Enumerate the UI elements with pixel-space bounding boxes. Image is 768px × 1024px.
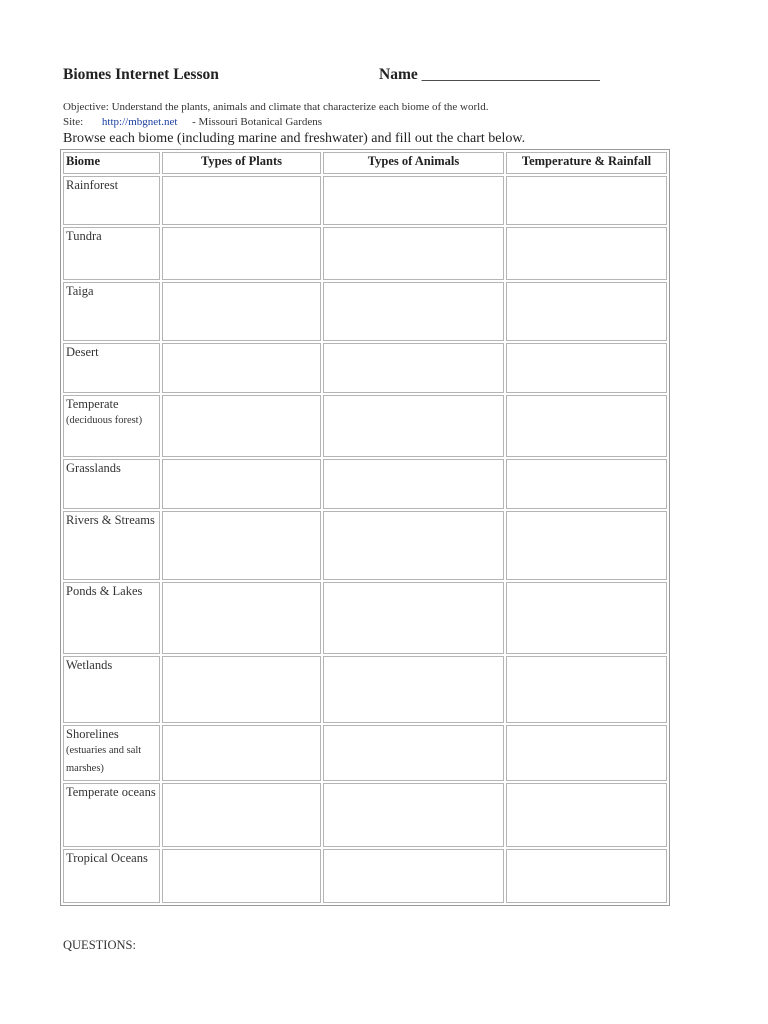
plants-cell[interactable] xyxy=(162,582,321,654)
biome-cell xyxy=(63,511,160,580)
biome-name: Temperate xyxy=(66,397,119,411)
plants-cell[interactable] xyxy=(162,395,321,457)
animals-cell[interactable] xyxy=(323,459,504,509)
table-row xyxy=(63,582,667,654)
objective-text: Objective: Understand the plants, animals and climate that characterize each biome of the world. xyxy=(63,101,489,113)
name-label xyxy=(379,66,600,84)
biome-cell xyxy=(63,656,160,723)
animals-cell[interactable] xyxy=(323,783,504,847)
biome-name: Ponds & Lakes xyxy=(66,584,143,598)
animals-cell[interactable] xyxy=(323,176,504,225)
temperature-rainfall-cell[interactable] xyxy=(506,395,667,457)
plants-cell[interactable] xyxy=(162,459,321,509)
plants-cell[interactable] xyxy=(162,227,321,280)
table-row xyxy=(63,725,667,781)
table-row xyxy=(63,395,667,457)
temperature-rainfall-cell[interactable] xyxy=(506,282,667,341)
table-header-row xyxy=(63,152,667,174)
site-line xyxy=(63,116,322,128)
biome-name: Temperate oceans xyxy=(66,785,156,799)
questions-heading: QUESTIONS: xyxy=(63,938,136,952)
table-row xyxy=(63,459,667,509)
page-title: Biomes Internet Lesson xyxy=(63,66,219,83)
temperature-rainfall-cell[interactable] xyxy=(506,176,667,225)
column-header-biome: Biome xyxy=(63,152,160,174)
biome-name: Rivers & Streams xyxy=(66,513,155,527)
animals-cell[interactable] xyxy=(323,227,504,280)
biome-name: Rainforest xyxy=(66,178,119,192)
table-row xyxy=(63,783,667,847)
biome-chart xyxy=(60,149,670,906)
plants-cell[interactable] xyxy=(162,343,321,393)
name-blank-line: _______________________ xyxy=(421,66,600,83)
biome-cell xyxy=(63,343,160,393)
column-header-animals: Types of Animals xyxy=(323,152,504,174)
biome-name: Grasslands xyxy=(66,461,121,475)
temperature-rainfall-cell[interactable] xyxy=(506,459,667,509)
biome-cell xyxy=(63,176,160,225)
table-row xyxy=(63,849,667,903)
biome-name: Wetlands xyxy=(66,658,113,672)
plants-cell[interactable] xyxy=(162,511,321,580)
animals-cell[interactable] xyxy=(323,343,504,393)
animals-cell[interactable] xyxy=(323,582,504,654)
animals-cell[interactable] xyxy=(323,849,504,903)
animals-cell[interactable] xyxy=(323,656,504,723)
animals-cell[interactable] xyxy=(323,511,504,580)
biome-cell xyxy=(63,282,160,341)
temperature-rainfall-cell[interactable] xyxy=(506,582,667,654)
animals-cell[interactable] xyxy=(323,725,504,781)
column-header-plants: Types of Plants xyxy=(162,152,321,174)
temperature-rainfall-cell[interactable] xyxy=(506,725,667,781)
site-org: - Missouri Botanical Gardens xyxy=(192,116,322,128)
biome-subtitle: (deciduous forest) xyxy=(66,415,143,426)
temperature-rainfall-cell[interactable] xyxy=(506,849,667,903)
biome-cell xyxy=(63,849,160,903)
temperature-rainfall-cell[interactable] xyxy=(506,227,667,280)
biome-name: Taiga xyxy=(66,284,94,298)
animals-cell[interactable] xyxy=(323,282,504,341)
plants-cell[interactable] xyxy=(162,725,321,781)
biome-cell xyxy=(63,459,160,509)
table-row xyxy=(63,282,667,341)
biome-cell xyxy=(63,783,160,847)
table-row xyxy=(63,227,667,280)
biome-cell xyxy=(63,582,160,654)
site-label: Site: xyxy=(63,116,84,128)
temperature-rainfall-cell[interactable] xyxy=(506,511,667,580)
table-row xyxy=(63,343,667,393)
biome-subtitle: (estuaries and salt marshes) xyxy=(66,745,142,774)
name-label-text: Name xyxy=(379,66,418,83)
temperature-rainfall-cell[interactable] xyxy=(506,656,667,723)
temperature-rainfall-cell[interactable] xyxy=(506,783,667,847)
temperature-rainfall-cell[interactable] xyxy=(506,343,667,393)
instructions-text: Browse each biome (including marine and freshwater) and fill out the chart below. xyxy=(63,131,526,146)
column-header-temperature-rainfall: Temperature & Rainfall xyxy=(506,152,667,174)
plants-cell[interactable] xyxy=(162,282,321,341)
plants-cell[interactable] xyxy=(162,783,321,847)
table-row xyxy=(63,511,667,580)
plants-cell[interactable] xyxy=(162,656,321,723)
biome-name: Desert xyxy=(66,345,99,359)
biome-name: Tropical Oceans xyxy=(66,851,148,865)
plants-cell[interactable] xyxy=(162,176,321,225)
table-row xyxy=(63,176,667,225)
biome-name: Shorelines xyxy=(66,727,119,741)
table-row xyxy=(63,656,667,723)
site-link[interactable]: http://mbgnet.net xyxy=(101,116,178,128)
animals-cell[interactable] xyxy=(323,395,504,457)
biome-name: Tundra xyxy=(66,229,102,243)
biome-cell xyxy=(63,395,160,457)
biome-cell xyxy=(63,725,160,781)
plants-cell[interactable] xyxy=(162,849,321,903)
biome-cell xyxy=(63,227,160,280)
